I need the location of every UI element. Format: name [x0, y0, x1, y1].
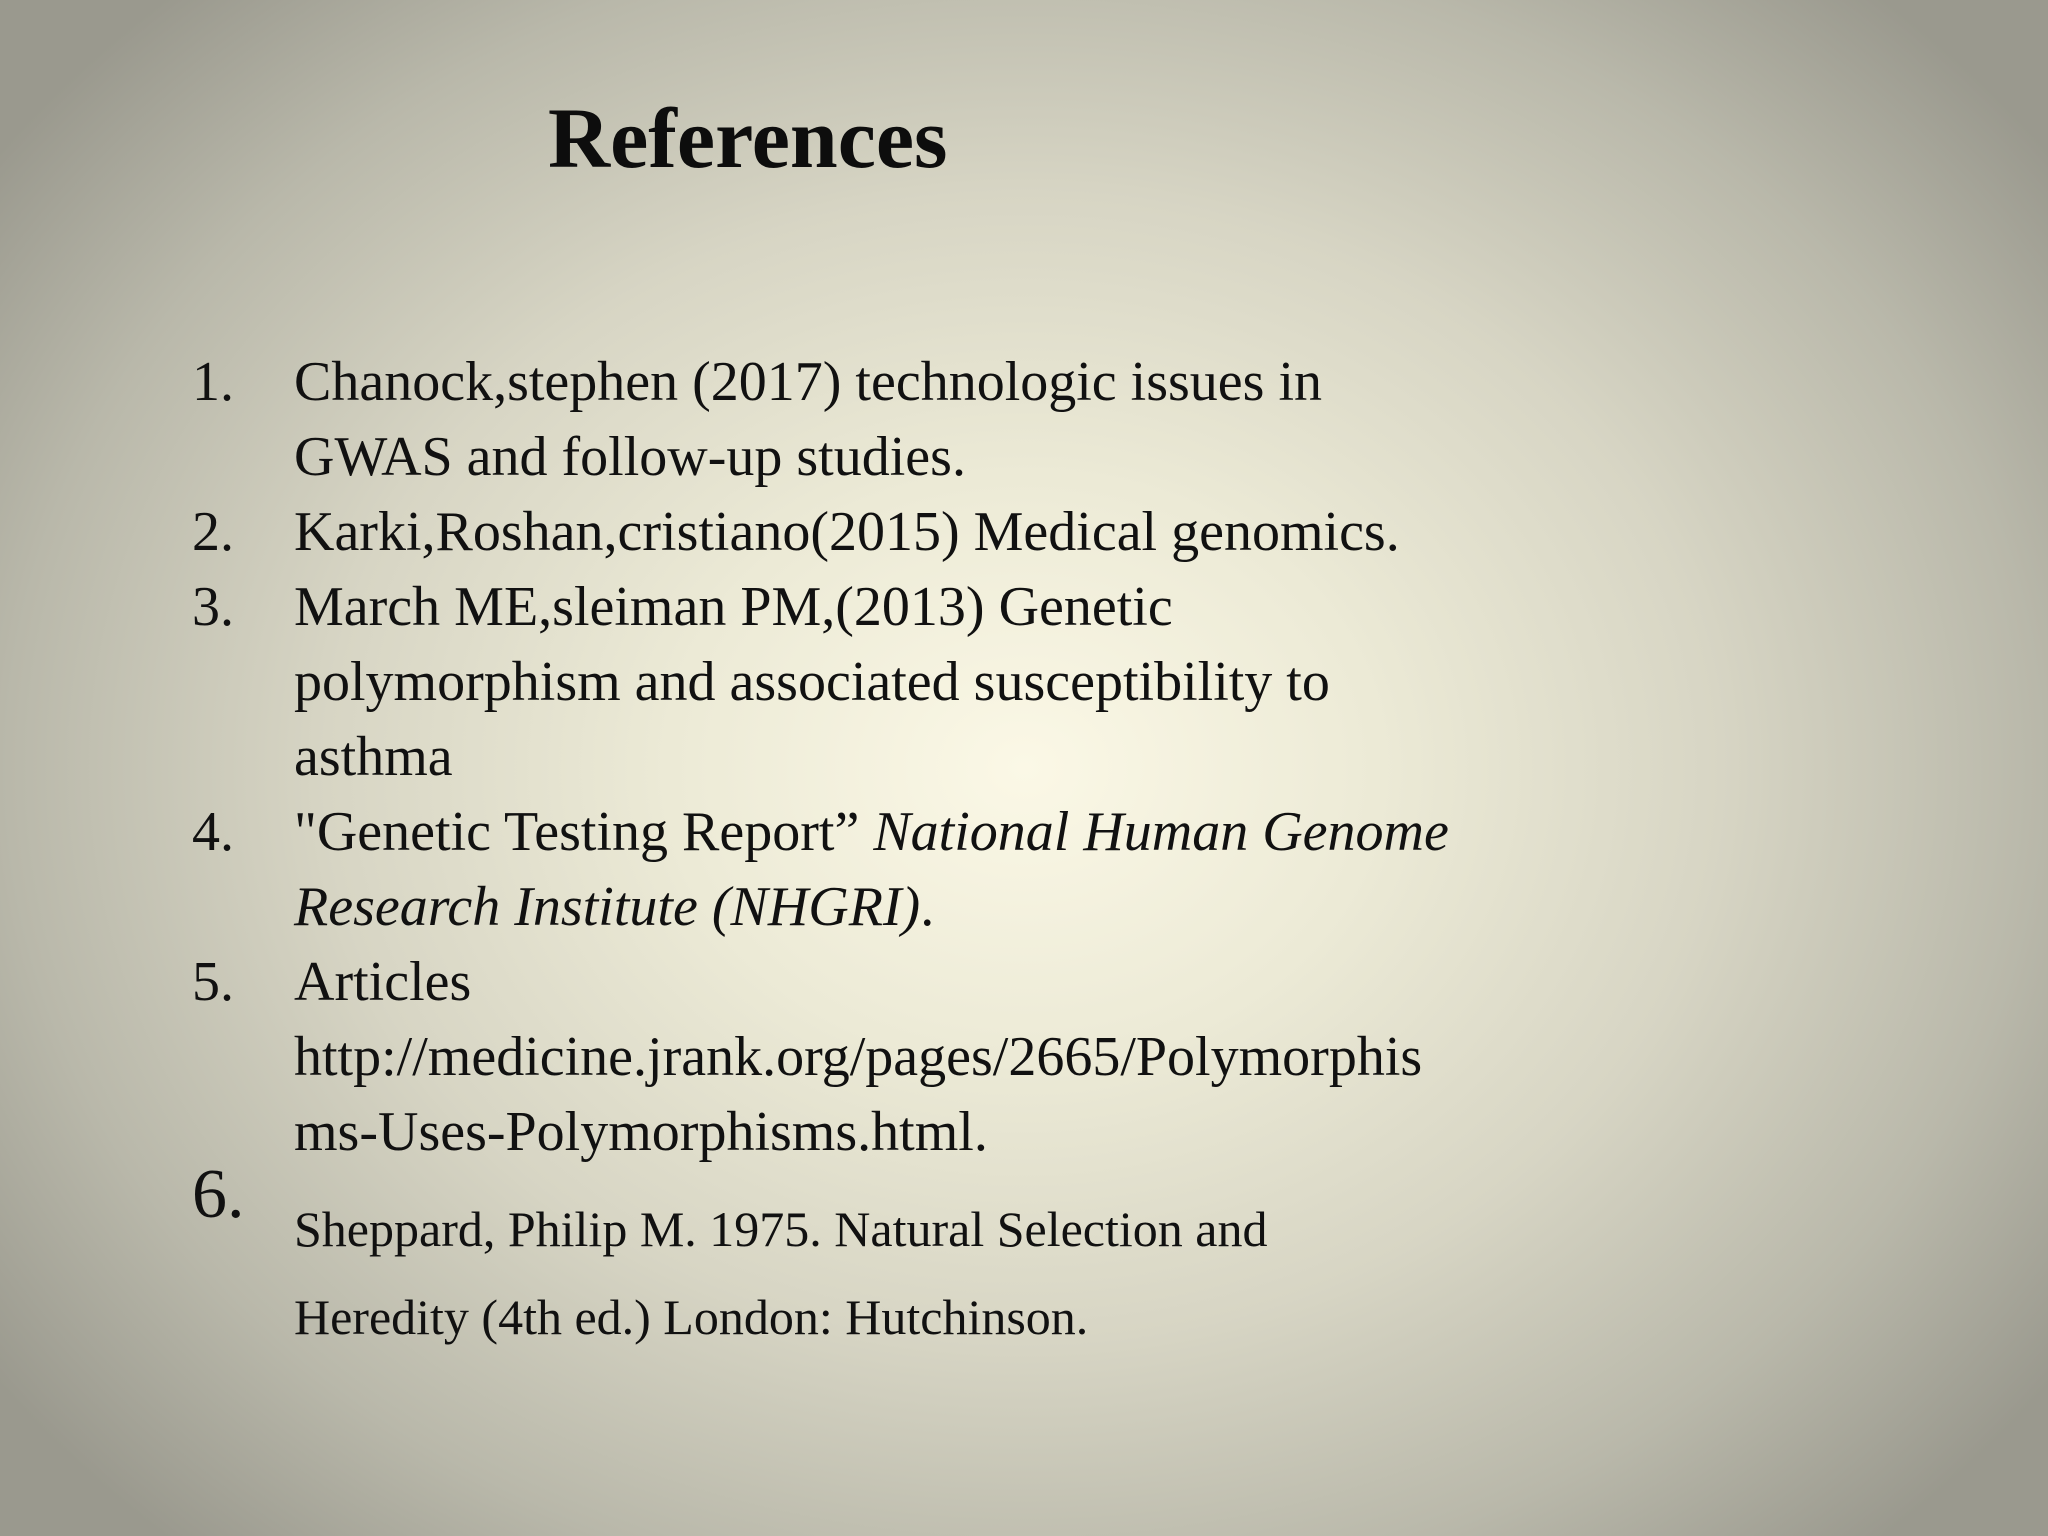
reference-url-line: ms-Uses-Polymorphisms.html.: [294, 1101, 988, 1163]
reference-line: asthma: [294, 726, 453, 788]
reference-number: 2.: [192, 501, 234, 563]
reference-line: Chanock,stephen (2017) technologic issues in: [294, 351, 1323, 413]
reference-line: [294, 795, 1624, 870]
reference-text: [294, 495, 1624, 570]
reference-text: [294, 570, 1624, 795]
reference-line: [294, 870, 1624, 945]
reference-number: 1.: [192, 351, 234, 413]
reference-url-line: http://medicine.jrank.org/pages/2665/Polymorphis: [294, 1026, 1423, 1088]
reference-line: March ME,sleiman PM,(2013) Genetic: [294, 576, 1173, 638]
reference-number: 4.: [192, 801, 234, 863]
reference-line: Karki,Roshan,cristiano(2015) Medical genomics.: [294, 501, 1400, 563]
reference-line: GWAS and follow-up studies.: [294, 426, 966, 488]
reference-trailing-period: .: [920, 876, 935, 938]
reference-number: 3.: [192, 576, 234, 638]
reference-source-italic: Research Institute (NHGRI): [294, 876, 921, 938]
page-title: References: [548, 90, 948, 186]
reference-line: Sheppard, Philip M. 1975. Natural Selection and: [294, 1201, 1268, 1257]
reference-line: Articles: [294, 951, 472, 1013]
reference-line: Heredity (4th ed.) London: Hutchinson.: [294, 1289, 1089, 1345]
reference-line: polymorphism and associated susceptibility to: [294, 651, 1330, 713]
reference-text: [294, 795, 1624, 945]
reference-number: 6.: [192, 1156, 245, 1233]
reference-text: [294, 945, 1624, 1170]
reference-text: [294, 1185, 1624, 1361]
reference-source-italic: National Human Genome: [873, 801, 1449, 863]
reference-quoted-title: "Genetic Testing Report”: [294, 801, 860, 863]
reference-number: 5.: [192, 951, 234, 1013]
reference-text: [294, 345, 1624, 495]
